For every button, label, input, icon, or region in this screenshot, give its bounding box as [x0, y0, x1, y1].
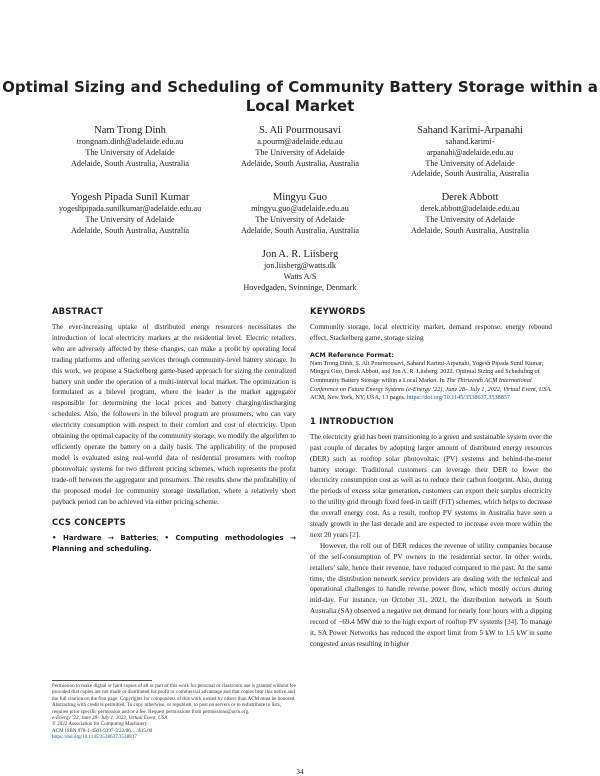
abstract-text: The ever-increasing uptake of distributed energy resources necessitates the introduction of local electricity markets at the residential level. Electric retailers, who are adversely affected by these changes, can make a profit by operating local trading platforms and offering services through community-level battery storage. In this work, we propose a Stackelberg game-based approach for sizing the centralized battery unit under the operation of a multi-interval local market. The optimization is formulated as a bilevel program, where the leader is the market aggregator responsible for determining the local prices and battery charging/discharging schedules. Also, the followers in the bilevel program are prosumers, who can vary electricity consumption with respect to their comfort and cost of electricity. Upon obtaining the optimal capacity of the community storage, we modify the algorithm to efficiently operate the battery on a daily basis. The applicability of the proposed model is evaluated using real-world data of residential prosumers with rooftop photovoltaic systems for two different pricing schemes, which represents the profit trade-off between the aggregator and prosumers. The results show the profitability of the proposed model for community storage installation, where a relatively short payback period can be achieved via either pricing scheme. [52, 323, 296, 506]
author-org: The University of Adelaide [425, 214, 515, 224]
intro-heading: 1 INTRODUCTION [310, 415, 394, 426]
acm-ref-pages-link[interactable]: 13 [382, 394, 389, 402]
author-3 [380, 124, 560, 180]
intro-p2-text: However, the roll out of DER reduces the revenue of utility companies because of the self-consumption of PV owners in the residential sector. In other words, retailers’ sale, hence their revenue, have reduced compared to the past. At the same time, the distribution network service providers are dealing with the technical and operational challenges to handle reverse power flow, which mostly occurs during mid-day. For instance, on October 31, 2021, the distribution network in South Australia (SA) observed a negative net demand for nearly four hours with a dipping record of −69.4 MW due to the high export of rooftop PV systems [ [310, 541, 552, 627]
acm-ref-doi-link[interactable]: https://doi.org/10.1145/3538637.3538837 [407, 394, 510, 402]
acm-ref-publisher: ACM, New York, NY, USA, [310, 394, 383, 402]
keywords-heading: KEYWORDS [310, 306, 366, 316]
author-4 [40, 191, 220, 236]
author-org: The University of Adelaide [85, 147, 175, 157]
intro-paragraph-2 [310, 541, 552, 650]
author-location: Adelaide, South Australia, Australia [240, 158, 359, 168]
author-org: The University of Adelaide [425, 158, 515, 168]
author-location: Adelaide, South Australia, Australia [70, 225, 189, 235]
left-column [52, 305, 296, 555]
ccs-heading: CCS CONCEPTS [52, 517, 126, 528]
author-location: Adelaide, South Australia, Australia [240, 225, 359, 235]
author-2 [210, 124, 390, 169]
author-name: Yogesh Pipada Sunil Kumar [70, 192, 190, 203]
ccs-separator: ; [156, 534, 165, 543]
author-location: Adelaide, South Australia, Australia [410, 169, 529, 179]
ccs-concept-1: • Hardware → Batteries [52, 534, 157, 543]
author-location: Adelaide, South Australia, Australia [410, 225, 529, 235]
footnote-doi-link[interactable]: https://doi.org/10.1145/3538637.3538837 [52, 734, 137, 741]
author-email[interactable]: jon.liisberg@watts.dk [264, 261, 336, 270]
acm-reference [310, 360, 552, 403]
footnote [52, 683, 296, 741]
citation-link[interactable]: 2 [352, 530, 356, 539]
page-number: 34 [296, 768, 304, 776]
author-org: The University of Adelaide [255, 214, 345, 224]
ccs-concepts [52, 533, 296, 555]
acm-ref-venue: The Thirteenth ACM International Conference on Future Energy Systems (e-Energy ’22), June 28– July 1, 2022, Virtual Event, USA. [310, 377, 552, 393]
author-email[interactable]: derek.abbott@adelaide.edu.au [420, 204, 520, 213]
author-name: Mingyu Guo [273, 192, 327, 203]
author-name: Derek Abbott [441, 192, 499, 203]
author-name: Nam Trong Dinh [94, 125, 166, 136]
author-org: Watts A/S [283, 271, 317, 281]
author-email-cont[interactable]: arpanahi@adelaide.edu.au [426, 147, 514, 157]
author-org: The University of Adelaide [85, 214, 175, 224]
ccs-concept-2: • Computing methodologies → Planning and scheduling. [52, 534, 296, 554]
author-name: S. Ali Pourmousavi [259, 125, 341, 136]
intro-p1-end: ]. [355, 530, 360, 539]
author-email[interactable]: a.pourm@adelaide.edu.au [257, 137, 343, 146]
author-location: Hovedgaden, Svinninge, Denmark [243, 282, 357, 292]
intro-p2-end: ]. To manage it, SA Power Networks has reduced the export limit from 5 kW to 1.5 kW in some congested areas resulting in higher [310, 618, 552, 648]
author-location: Adelaide, South Australia, Australia [70, 158, 189, 168]
author-6 [380, 191, 560, 236]
permission-notice: Permission to make digital or hard copies of all or part of this work for personal or classroom use is granted without fee provided that copies are not made or distributed for profit or commercial advantage and that copies bear this notice and the full citation on the first page. Copyrights for components of this work owned by others than ACM must be honored. Abstracting with credit is permitted. To copy otherwise, or republish, to post on servers or to redistribute to lists, requires prior specific permission and/or a fee. Request permissions from permissions@acm.org. [52, 683, 296, 715]
author-email[interactable]: yogeshpipada.sunilkumar@adelaide.edu.au [58, 204, 202, 213]
abstract-heading: ABSTRACT [52, 306, 103, 316]
acm-ref-main: Nam Trong Dinh, S. Ali Pourmousavi, Sahand Karimi-Arpanahi, Yogesh Pipada Sunil Kumar, Mingyu Guo, Derek Abbott, and Jon A. R. Liisberg. 2022. Optimal Sizing and Scheduling of Community Battery Storage within a Local Market. In [310, 359, 544, 384]
author-name: Jon A. R. Liisberg [261, 249, 339, 260]
footnote-isbn: ACM ISBN 978-1-4503-9397-3/22/06. . . $15.00 [52, 727, 153, 734]
citation-link[interactable]: 34 [507, 618, 515, 627]
author-email[interactable]: sahand.karimi- [445, 137, 495, 146]
author-name: Sahand Karimi-Arpanahi [417, 125, 523, 136]
author-email[interactable]: trongnam.dinh@adelaide.edu.au [76, 137, 184, 146]
footnote-venue: e-Energy ’22, June 28– July 1, 2022, Virtual Event, USA [52, 715, 168, 722]
footnote-rule [52, 680, 152, 681]
paper-title: Optimal Sizing and Scheduling of Community Battery Storage within a Local Market [2, 78, 598, 115]
author-1 [40, 124, 220, 169]
keywords-text: Community storage, local electricity market, demand response, energy rebound effect, Stackelberg game, storage sizing [310, 323, 552, 342]
acm-ref-pages-suffix: pages. [388, 394, 408, 402]
author-org: The University of Adelaide [255, 147, 345, 157]
intro-p1-text: The electricity grid has been transitioning to a green and sustainable system over the past couple of decades by adopting larger amount of distributed energy resources (DER) such as rooftop solar photovoltaic (PV) systems and behind-the-meter battery storage. Traditional customers can leverage their DER to lower the electricity consumption cost as well as to reduce their carbon footprint. Also, during the periods of excess solar generation, customers can export their surplus electricity to the utility grid through fixed feed-in tariff (FiT) schemes, which helps to decrease the overall energy cost. As a result, rooftop PV systems in Australia have seen a steady growth in the last decade and are expected to increase even more within the next 20 years [ [310, 432, 552, 539]
acm-ref-heading: ACM Reference Format: [310, 351, 394, 359]
right-column [310, 305, 552, 650]
footnote-copyright: © 2022 Association for Computing Machinery. [52, 721, 149, 728]
author-5 [210, 191, 390, 236]
intro-paragraph-1 [310, 432, 552, 541]
author-email[interactable]: mingyu.guo@adelaide.edu.au [251, 204, 349, 213]
author-7 [210, 248, 390, 293]
